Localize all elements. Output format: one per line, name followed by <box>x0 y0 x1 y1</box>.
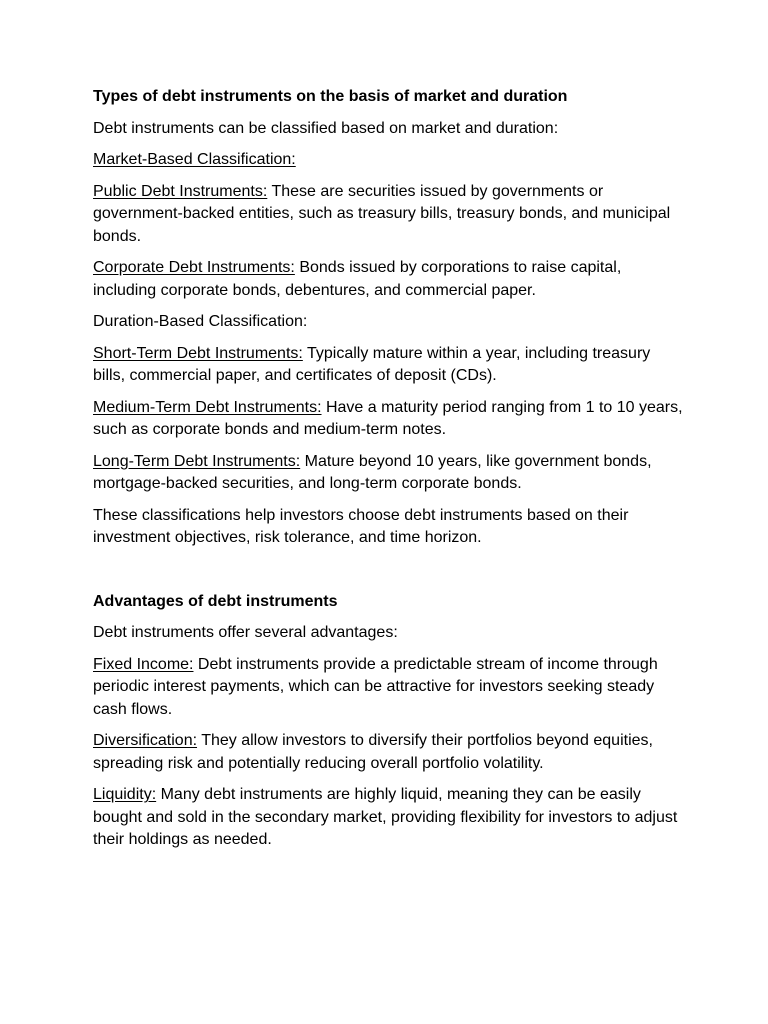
medium-term-term: Medium-Term Debt Instruments: <box>93 398 322 416</box>
medium-term-text: Have a maturity period ranging from 1 to 10 years, such as corporate bonds and medium-term notes. <box>93 398 683 438</box>
duration-classification-heading: Duration-Based Classification: <box>93 313 308 330</box>
long-term-term: Long-Term Debt Instruments: <box>93 452 301 470</box>
diversification-term: Diversification: <box>93 732 198 749</box>
short-term-paragraph <box>93 343 683 388</box>
fixed-income-term: Fixed Income: <box>93 655 194 673</box>
public-debt-term: Public Debt Instruments: <box>93 182 268 200</box>
market-classification-heading <box>93 149 683 172</box>
liquidity-text: Many debt instruments are highly liquid, meaning they can be easily bought and sold in the secondary market, providing flexibility for investors to adjust their holdings as needed. <box>93 786 678 848</box>
section-spacer <box>93 559 683 591</box>
medium-term-paragraph <box>93 397 683 442</box>
section-intro-types: Debt instruments can be classified based on market and duration: <box>93 119 559 137</box>
market-classification-label: Market-Based Classification: <box>93 151 296 168</box>
section-intro-advantages: Debt instruments offer several advantages: <box>93 624 398 641</box>
long-term-text: Mature beyond 10 years, like government bonds, mortgage-backed securities, and long-term corporate bonds. <box>93 452 652 492</box>
liquidity-term: Liquidity: <box>93 786 157 803</box>
section-heading-advantages: Advantages of debt instruments <box>93 592 338 610</box>
section-heading-types: Types of debt instruments on the basis of market and duration <box>93 88 568 105</box>
fixed-income-text: Debt instruments provide a predictable stream of income through periodic interest payments, which can be attractive for investors seeking steady cash flows. <box>93 655 658 718</box>
diversification-paragraph <box>93 730 683 775</box>
diversification-text: They allow investors to diversify their portfolios beyond equities, spreading risk and potentially reducing overall portfolio volatility. <box>93 732 653 772</box>
public-debt-text: These are securities issued by governments or government-backed entities, such as treasury bills, treasury bonds, and municipal bonds. <box>93 182 671 245</box>
short-term-term: Short-Term Debt Instruments: <box>93 344 303 362</box>
corporate-debt-paragraph <box>93 257 683 302</box>
fixed-income-paragraph <box>93 654 683 722</box>
document-page <box>93 86 683 861</box>
public-debt-paragraph <box>93 181 683 249</box>
long-term-paragraph <box>93 451 683 496</box>
corporate-debt-term: Corporate Debt Instruments: <box>93 259 295 276</box>
corporate-debt-text: Bonds issued by corporations to raise capital, including corporate bonds, debentures, and commercial paper. <box>93 259 622 299</box>
short-term-text: Typically mature within a year, including treasury bills, commercial paper, and certificates of deposit (CDs). <box>93 344 651 384</box>
liquidity-paragraph <box>93 784 683 852</box>
classification-conclusion: These classifications help investors choose debt instruments based on their investment objectives, risk tolerance, and time horizon. <box>93 506 629 546</box>
